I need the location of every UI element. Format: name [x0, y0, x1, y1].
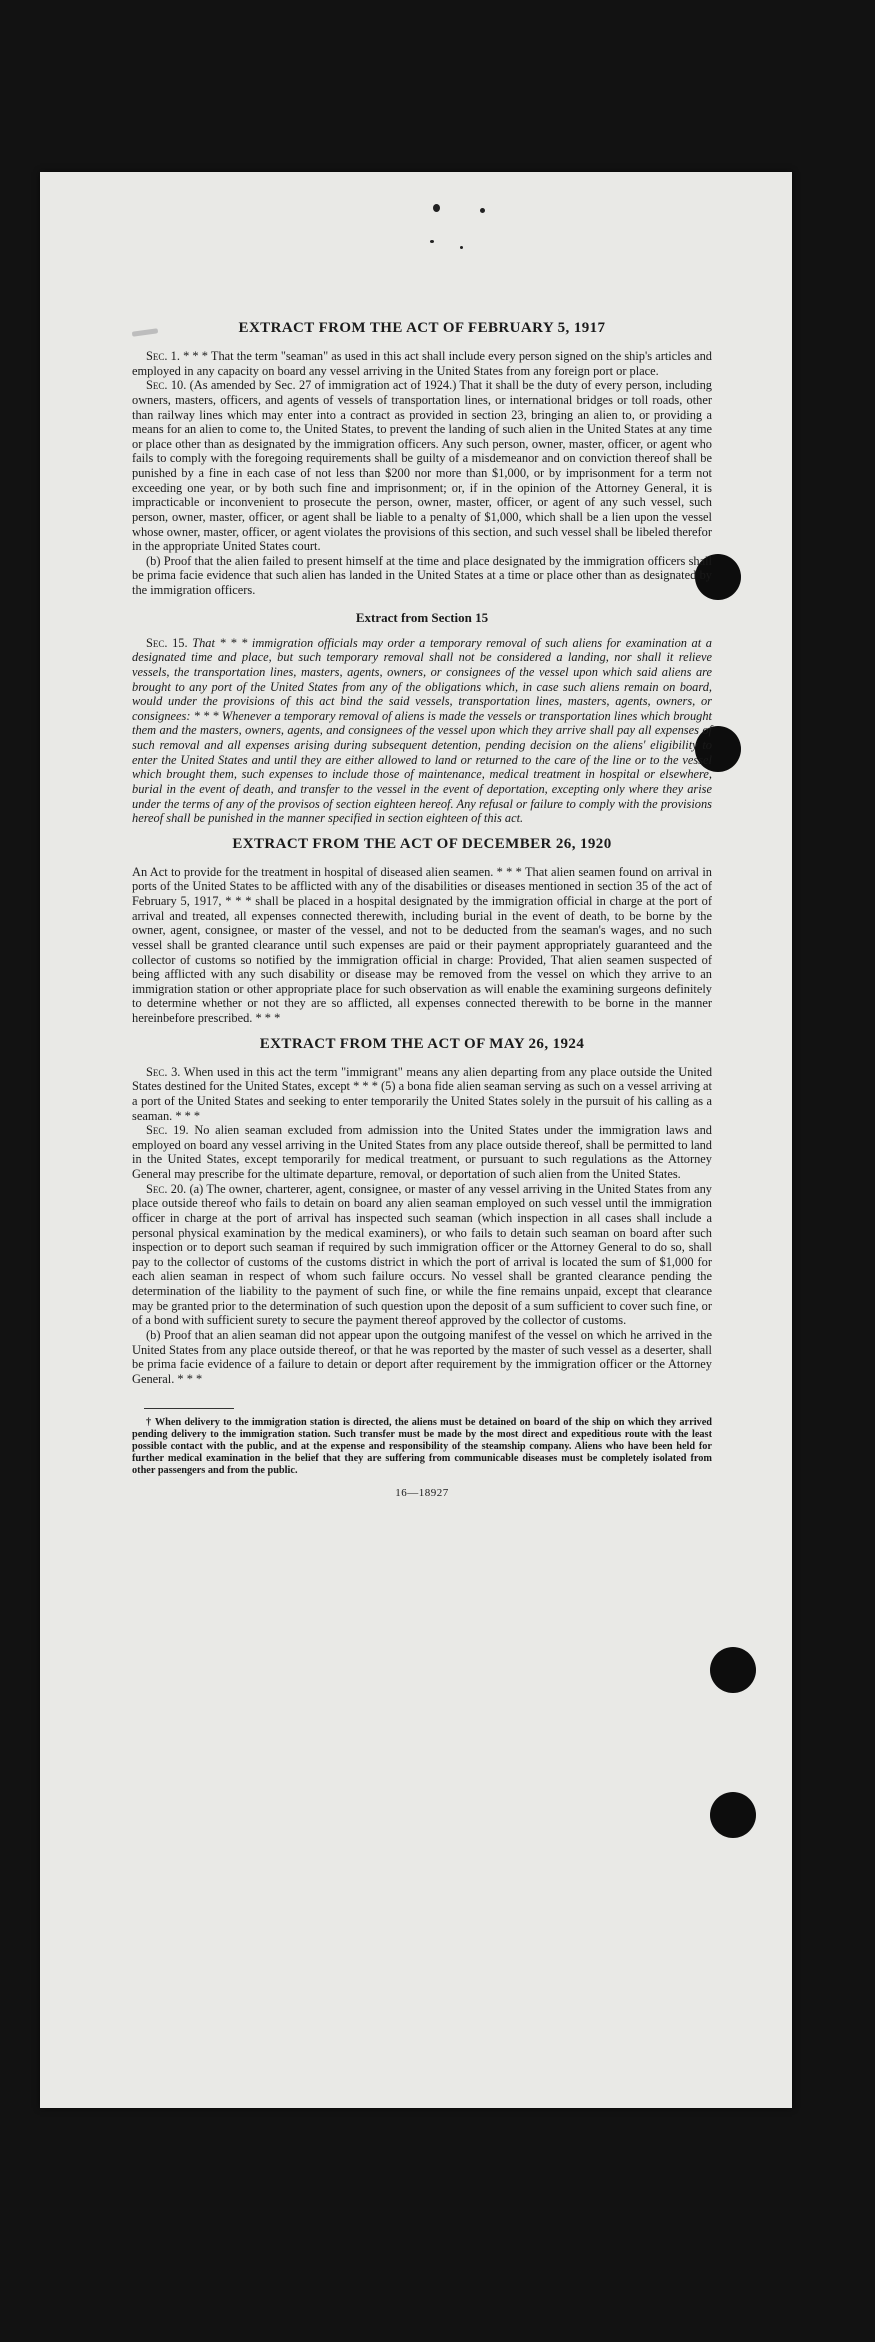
- act-1924-heading: EXTRACT FROM THE ACT OF MAY 26, 1924: [259, 1035, 585, 1052]
- scan-speck: [460, 246, 463, 249]
- sec-1-text: * * * That the term "seaman" as used in this act shall include every person signed on the ship's articles and employed in any capacity on board any vessel arriving in the United States from any foreign port or place.: [132, 349, 712, 378]
- scan-speck: [430, 240, 434, 243]
- sec-1-label: Sec. 1.: [146, 349, 180, 363]
- document-page: [40, 172, 792, 2108]
- act-1920-paragraph: An Act to provide for the treatment in hospital of diseased alien seamen. * * * That alien seamen found on arrival in ports of the United States to be afflicted with any of the disabilities or diseases mentioned in section 35 of the act of February 5, 1917, * * * shall be placed in a hospital designated by the immigration official in charge at the port of arrival and treated, all expenses connected therewith, including burial in the event of death, to be borne by the owner, agent, consignee, or master of the vessel, and not to be deducted from the seaman's wages, and no such vessel shall be granted clearance until such expenses are paid or their payment appropriately guaranteed and the collector of customs so notified by the immigration official in charge: Provided, That alien seamen suspected of being afflicted with any such disability or disease may be removed from the vessel on which they arrive to an immigration station or other appropriate place for such observation as will enable the examining surgeons definitely to determine whether or not they are so afflicted, all expenses connected therewith to be borne in the manner hereinbefore prescribed. * * *: [132, 864, 712, 1025]
- sec-20-paragraph: [132, 1182, 712, 1328]
- page-number: 16—18927: [395, 1486, 449, 1499]
- scan-speck: [480, 208, 485, 213]
- sec-15-label: Sec. 15.: [146, 635, 188, 650]
- sec-10-paragraph: [132, 378, 712, 554]
- sec-10-text: (As amended by Sec. 27 of immigration act of 1924.) That it shall be the duty of every person, including owners, masters, officers, and agents of vessels of transportation lines, or international bridges or toll roads, other than railway lines which may enter into a contract as provided in section 23, bringing an alien to, or providing a means for an alien to come to, the United States, to prevent the landing of such alien in the United States at any time or place other than as designated by the immigration officers. Any such person, owner, master, officer, or agent who fails to comply with the foregoing requirements shall be guilty of a misdemeanor and on conviction thereof shall be punished by a fine in each case of not less than $200 nor more than $1,000, or by imprisonment for a term not exceeding one year, or by both such fine and imprisonment; or, if in the opinion of the Attorney General, it is impracticable or inconvenient to prosecute the person, owner, master, officer, or agent of any such vessel, such person, owner, master, officer, or agent shall be liable to a penalty of $1,000, which shall be a lien upon the vessel whose owner, master, officer, or agent violates the provisions of this section, and such vessel shall be libeled therefor in the appropriate United States court.: [132, 378, 712, 554]
- scan-speck: [433, 204, 440, 212]
- sec-20-text: (a) The owner, charterer, agent, consignee, or master of any vessel arriving in the United States from any place outside thereof who fails to detain on board any alien seaman employed on such vessel until the immigration officer in charge at the port of arrival has inspected such seaman (which inspection in all cases shall include a personal physical examination by the medical examiners), or who fails to detain such seaman on board after such inspection or to deport such seaman if required by such immigration officer or the Attorney General to do so, shall pay to the collector of customs of the customs district in which the port of arrival is located the sum of $1,000 for each alien seaman in respect of whom such failure occurs. No vessel shall be granted clearance pending the determination of the liability to the payment of such fine, or while the fine remains unpaid, except that clearance may be granted prior to the determination of such question upon the deposit of a sum sufficient to cover such fine, or of a bond with sufficient surety to secure the payment thereof approved by the collector of customs.: [132, 1181, 712, 1328]
- sec-20-label: Sec. 20.: [146, 1181, 187, 1196]
- sec-15-paragraph: [132, 636, 712, 826]
- footnote-divider: [144, 1408, 234, 1409]
- sec-3-paragraph: [132, 1065, 712, 1124]
- sec-15-heading: Extract from Section 15: [355, 609, 489, 625]
- punch-hole: [710, 1792, 756, 1838]
- sec-10-label: Sec. 10.: [146, 378, 187, 393]
- sec-3-text: When used in this act the term "immigrant" means any alien departing from any place outside the United States destined for the United States, except * * * (5) a bona fide alien seaman serving as such on a vessel arriving at a port of the United States and seeking to enter temporarily the United States solely in the pursuit of his calling as a seaman. * * *: [132, 1064, 713, 1123]
- sec-1-paragraph: [132, 349, 712, 378]
- footnote: † When delivery to the immigration station is directed, the aliens must be detained on board of the ship on which they arrived pending delivery to the immigration station. Such transfer must be made by the most direct and expeditious route with the least possible contact with the public, and at the expense and responsibility of the steamship company. Aliens who have been held for further medical examination in the belief that they are suffering from communicable diseases must be completely isolated from other passengers and from the public.: [132, 1417, 712, 1476]
- act-1920-heading: EXTRACT FROM THE ACT OF DECEMBER 26, 1920: [232, 835, 612, 852]
- sec-20b-paragraph: (b) Proof that an alien seaman did not appear upon the outgoing manifest of the vessel on which he arrived in the United States from any place outside thereof, or that he was reported by the master of such vessel as a deserter, shall be prima facie evidence of a failure to detain or deport after requirement by the immigration officer or the Attorney General. * * *: [132, 1327, 712, 1386]
- sec-10b-paragraph: (b) Proof that the alien failed to present himself at the time and place designated by the immigration officers shall be prima facie evidence that such alien has landed in the United States at a time or place other than as designated by the immigration officers.: [132, 553, 712, 597]
- sec-15-text: That * * * immigration officials may order a temporary removal of such aliens for examination at a designated time and place, but such temporary removal shall not be considered a landing, nor shall it relieve vessels, the transportation lines, masters, agents, owners, or consignees of the vessel upon which said aliens are brought to any port of the United States from any of the obligations which, in case such aliens remain on board, would under the provisions of this act bind the said vessels, transportation lines, masters, agents, owners, or consignees: * * * Whenever a temporary removal of aliens is made the vessels or transportation lines which brought them and the masters, owners, agents, and consignees of the vessel upon which they arrive shall pay all expenses of such removal and all expenses arising during subsequent detention, pending decision on the aliens' eligibility to enter the United States and until they are either allowed to land or returned to the care of the line or to the vessel which brought them, such expenses to include those of maintenance, medical treatment in hospital or elsewhere, burial in the event of death, and transfer to the vessel in the event of deportation, excepting only where they arise under the terms of any of the provisos of section eighteen hereof. Any refusal or failure to comply with the provisions hereof shall be punished in the manner specified in section eighteen of this act.: [132, 635, 712, 826]
- act-1924-section: [132, 1065, 712, 1387]
- sec-19-paragraph: [132, 1123, 712, 1182]
- act-1917-heading: EXTRACT FROM THE ACT OF FEBRUARY 5, 1917: [238, 320, 606, 336]
- sec-3-label: Sec. 3.: [146, 1064, 181, 1079]
- punch-hole: [710, 1647, 756, 1693]
- sec-19-text: No alien seaman excluded from admission into the United States under the immigration laws and employed on board any vessel arriving in the United States from any place outside thereof, shall be permitted to land in the United States, except temporarily for medical treatment, or pursuant to such regulations as the Attorney General may prescribe for the ultimate departure, removal, or deportation of such alien from the United States.: [132, 1123, 713, 1181]
- act-1917-section: [132, 349, 712, 598]
- document-body: [132, 320, 712, 1499]
- act-1920-section: [132, 865, 712, 1026]
- sec-15-section: [132, 636, 712, 826]
- sec-19-label: Sec. 19.: [146, 1123, 189, 1138]
